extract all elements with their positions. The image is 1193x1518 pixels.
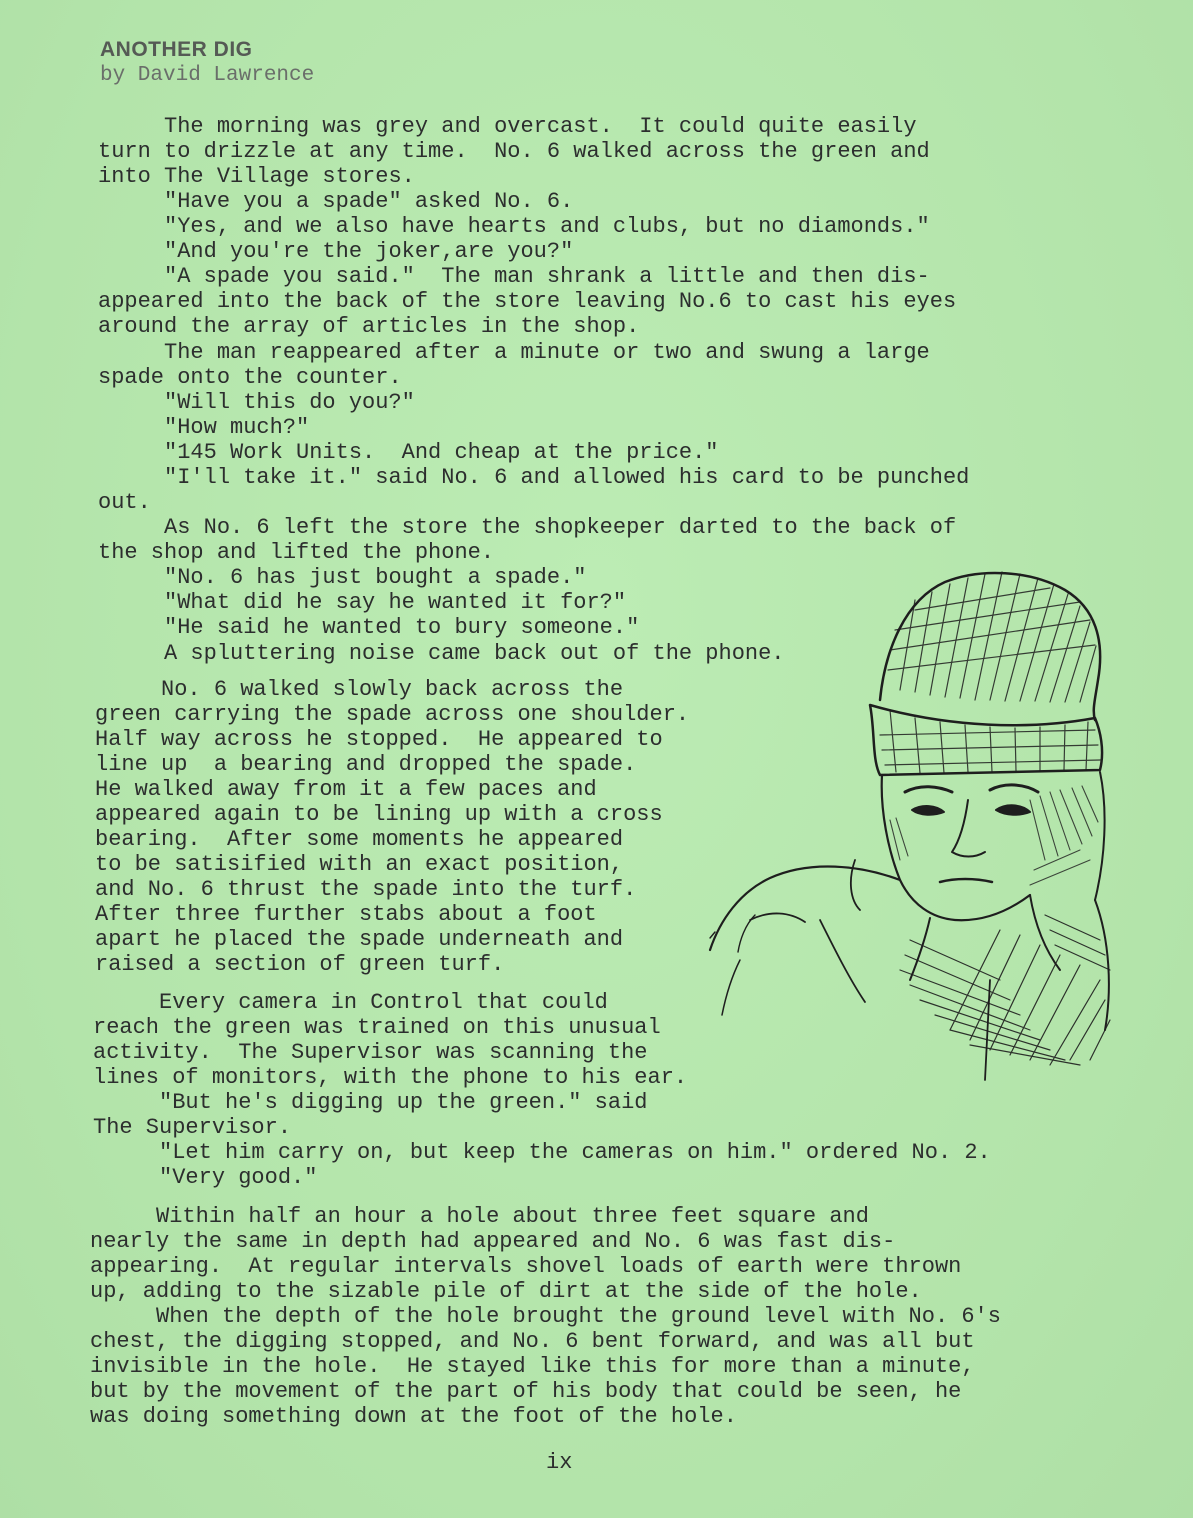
text-line: line up a bearing and dropped the spade. [95,752,637,777]
text-line: and No. 6 thrust the spade into the turf. [95,877,637,902]
text-line: lines of monitors, with the phone to his ear. [93,1065,688,1090]
text-line: was doing something down at the foot of the hole. [90,1404,737,1429]
pen-sketch-man-in-knit-cap-icon [700,560,1140,1100]
text-line: activity. The Supervisor was scanning the [93,1040,648,1065]
text-line: around the array of articles in the shop. [98,314,640,339]
text-line: out. [98,490,151,515]
story-byline: by David Lawrence [100,64,315,87]
text-line: to be satisified with an exact position, [95,852,624,877]
text-line: The man reappeared after a minute or two and swung a large [98,340,930,365]
text-line: "Will this do you?" [98,390,415,415]
text-line: green carrying the spade across one shoulder. [95,702,690,727]
text-line: Within half an hour a hole about three feet square and [90,1204,869,1229]
text-line: "How much?" [98,415,310,440]
text-line: Half way across he stopped. He appeared to [95,727,663,752]
text-line: No. 6 walked slowly back across the [95,677,624,702]
page-number: ix [546,1450,573,1475]
text-line: "Yes, and we also have hearts and clubs, but no diamonds." [98,214,930,239]
text-line: As No. 6 left the store the shopkeeper darted to the back of [98,515,957,540]
text-line: "He said he wanted to bury someone." [98,615,640,640]
text-line: When the depth of the hole brought the ground level with No. 6's [90,1304,1001,1329]
text-line: "No. 6 has just bought a spade." [98,565,587,590]
story-title: ANOTHER DIG [100,38,253,61]
text-line: up, adding to the sizable pile of dirt at the side of the hole. [90,1279,922,1304]
text-line: "Let him carry on, but keep the cameras on him." ordered No. 2. [93,1140,991,1165]
text-line: apart he placed the spade underneath and [95,927,624,952]
text-line: "And you're the joker,are you?" [98,239,574,264]
text-line: appearing. At regular intervals shovel loads of earth were thrown [90,1254,962,1279]
text-line: The morning was grey and overcast. It could quite easily [98,114,917,139]
text-line: The Supervisor. [93,1115,292,1140]
text-line: bearing. After some moments he appeared [95,827,624,852]
text-line: invisible in the hole. He stayed like this for more than a minute, [90,1354,975,1379]
text-line: "What did he say he wanted it for?" [98,590,627,615]
text-line: nearly the same in depth had appeared and No. 6 was fast dis- [90,1229,896,1254]
text-line: Every camera in Control that could [93,990,608,1015]
text-line: "Have you a spade" asked No. 6. [98,189,574,214]
text-line: A spluttering noise came back out of the phone. [98,641,785,666]
text-line: into The Village stores. [98,164,415,189]
text-line: "I'll take it." said No. 6 and allowed his card to be punched [98,465,970,490]
text-line: the shop and lifted the phone. [98,540,495,565]
text-line: raised a section of green turf. [95,952,505,977]
text-line: appeared into the back of the store leaving No.6 to cast his eyes [98,289,957,314]
text-line: "But he's digging up the green." said [93,1090,648,1115]
text-line: "145 Work Units. And cheap at the price." [98,440,719,465]
text-line: spade onto the counter. [98,365,402,390]
text-line: After three further stabs about a foot [95,902,597,927]
text-line: chest, the digging stopped, and No. 6 bent forward, and was all but [90,1329,975,1354]
text-line: "A spade you said." The man shrank a little and then dis- [98,264,930,289]
text-line: He walked away from it a few paces and [95,777,597,802]
text-line: "Very good." [93,1165,318,1190]
text-line: appeared again to be lining up with a cross [95,802,663,827]
text-line: reach the green was trained on this unusual [93,1015,661,1040]
text-line: but by the movement of the part of his body that could be seen, he [90,1379,962,1404]
text-line: turn to drizzle at any time. No. 6 walked across the green and [98,139,930,164]
